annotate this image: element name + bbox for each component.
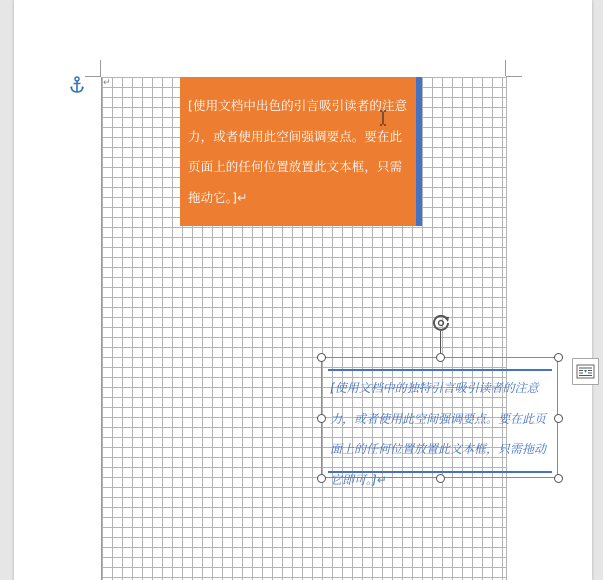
resize-handle-left[interactable] xyxy=(317,414,326,423)
paragraph-mark: ↵ xyxy=(103,78,111,88)
layout-options-icon xyxy=(573,359,598,384)
orange-textbox-accent-bar xyxy=(416,77,422,226)
orange-textbox[interactable] xyxy=(180,77,422,226)
resize-handle-bottom-left[interactable] xyxy=(317,474,326,483)
resize-handle-bottom-right[interactable] xyxy=(554,474,563,483)
resize-handle-top-left[interactable] xyxy=(317,353,326,362)
quote-textbox-top-line xyxy=(328,369,552,371)
resize-handle-top-right[interactable] xyxy=(554,353,563,362)
crop-mark-top-right-vertical xyxy=(505,60,506,76)
orange-textbox-end-mark: ↵ xyxy=(237,189,248,205)
quote-textbox-content: [使用文档中的独特引言吸引读者的注意力，或者使用此空间强调要点。要在此页面上的任何位置放置此文本框，只需拖动它即可。] xyxy=(330,381,547,487)
resize-handle-top[interactable] xyxy=(436,353,445,362)
crop-mark-top-right-horizontal xyxy=(506,76,522,77)
quote-textbox-end-mark: ↵ xyxy=(376,472,387,487)
orange-textbox-content: [使用文档中出色的引言吸引读者的注意力，或者使用此空间强调要点。要在此页面上的任何位置放置此文本框，只需拖动它。] xyxy=(188,98,408,205)
crop-mark-top-left-horizontal xyxy=(85,76,101,77)
crop-mark-top-left-vertical xyxy=(100,60,101,76)
rotate-handle-icon[interactable] xyxy=(430,312,452,334)
resize-handle-right[interactable] xyxy=(554,414,563,423)
text-cursor-icon xyxy=(379,110,387,126)
layout-options-button[interactable] xyxy=(572,358,599,385)
anchor-icon xyxy=(69,76,85,94)
resize-handle-bottom[interactable] xyxy=(436,474,445,483)
rotate-handle-stem xyxy=(440,331,441,353)
